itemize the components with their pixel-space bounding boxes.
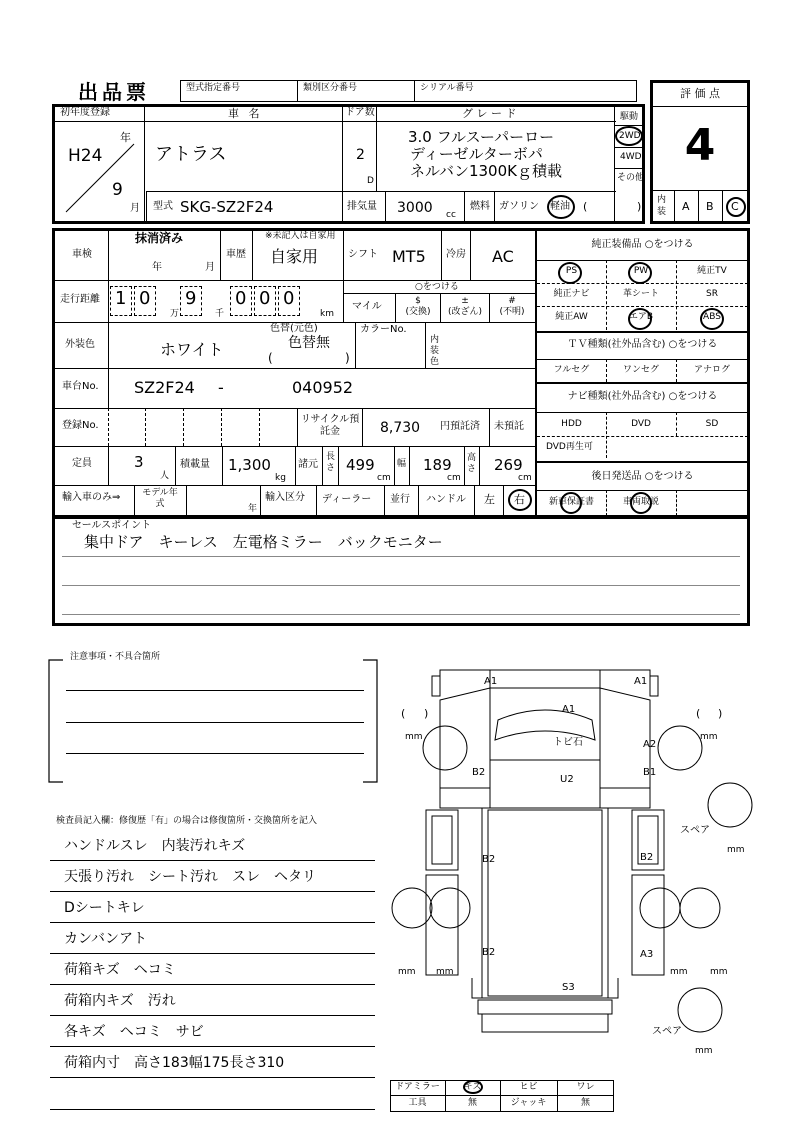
equip-navi: 純正ナビ [553,289,590,299]
model-type-label: 型式 [153,201,173,212]
year-unit: 年 [120,131,131,144]
first-reg-label: 初年度登録 [60,107,110,118]
equip-pw-circle [628,262,652,284]
mm-rear-left-1: mm [398,967,416,977]
import-label: 輸入車のみ⇒ [62,492,121,503]
score-label: 評 価 点 [680,87,720,100]
width-unit: cm [447,473,461,483]
date-slash [60,140,140,218]
serial-cell [414,80,637,102]
shift-label: シフト [348,249,378,260]
fuel-paren-close: ) [637,200,642,213]
notes-frame [45,648,385,788]
car-name-label: 車 名 [228,107,263,120]
inspection-month-unit: 月 [205,262,215,273]
handle-right: 右 [514,493,525,506]
handle-label: ハンドル [426,494,466,505]
drive-2wd: 2WD [619,131,641,141]
navi-title: ナビ種類(社外品含む) ○をつける [567,391,718,402]
chassis-number: 040952 [292,378,354,397]
inspector-label: 検査員記入欄：修復歴「有」の場合は修復箇所・交換箇所を記入 [56,816,318,826]
chassis-prefix: SZ2F24 [134,378,195,397]
later-warranty: 新車保証書 [548,497,594,507]
height-label: 高さ [467,453,477,474]
later-manual: 車両取説 [622,497,659,507]
width-value: 189 [423,456,452,474]
doors-value: 2 [356,147,365,163]
diagram-label-a2: A2 [643,739,657,750]
displacement-value: 3000 [397,200,433,216]
model-approval-cell [180,80,298,102]
fuel-label: 燃料 [470,201,490,212]
handle-left: 左 [484,493,495,506]
history-label: 車歴 [226,249,246,260]
inspector-line-2: 天張り汚れ シート汚れ スレ ヘタリ [64,869,316,885]
interior-c-circle [726,197,746,217]
handle-right-circle [508,489,532,511]
mileage-mile: マイル [352,301,382,312]
later-warranty-circle [560,492,582,514]
mileage-digit-5: 0 [259,288,271,309]
mileage-digit-2: 0 [139,288,151,309]
grade-label: グ レ ー ド [462,107,517,120]
diagram-label-a1-right: A1 [634,676,648,687]
bracket-fr-open: ( [696,707,701,720]
tv-analog: アナログ [693,365,730,375]
later-title: 後日発送品 ○をつける [591,471,694,482]
diagram-label-a1-left: A1 [484,676,498,687]
mileage-unit: km [320,309,334,319]
ac-value: AC [492,247,514,266]
navi-hdd: HDD [561,419,582,429]
inspector-line-8: 荷箱内寸 高さ183幅175長さ310 [64,1055,285,1071]
import-cat-label: 輸入区分 [265,492,305,503]
repaint-paren-close: ) [345,351,350,365]
mileage-exchange: $ (交換) [405,296,431,317]
diagram-label-b2-mid-right: B2 [640,852,654,863]
mileage-digit-1: 1 [115,288,127,309]
category-label: 類別区分番号 [303,83,358,93]
mileage-digit-4: 0 [235,288,247,309]
era-year: H24 [68,146,103,166]
load-label: 積載量 [180,459,210,470]
tools-label: 工具 [408,1098,427,1108]
diagram-label-b2-mid-left: B2 [482,854,496,865]
drive-4wd: 4WD [620,152,642,162]
reg-no-label: 登録No. [62,420,99,431]
color-no-label: カラーNo. [360,324,407,335]
jack-label: ジャッキ [510,1098,547,1108]
sales-point-label: セールスポイント [72,520,152,531]
inspection-value: 抹消済み [135,231,184,245]
inspector-line-1: ハンドルスレ 内装汚れキズ [64,838,246,854]
notes-label: 注意事項・不具合箇所 [70,652,161,662]
serial-label: シリアル番号 [420,83,474,93]
equip-pw: PW [633,266,649,276]
mm-rear-right-2: mm [710,967,728,977]
shift-value: MT5 [392,247,426,266]
exterior-color-value: ホワイト [160,340,224,359]
diagram-label-b1: B1 [643,767,657,778]
model-year-unit: 年 [248,504,258,514]
mileage-sen: 千 [215,309,225,319]
exterior-color-label: 外装色 [65,339,95,350]
mileage-circle-note: ○をつける [415,282,459,292]
load-value: 1,300 [228,456,271,474]
width-label: 幅 [397,459,407,469]
fuel-light-oil-circle [547,195,575,219]
diagram-label-b2-lower: B2 [482,947,496,958]
model-approval-label: 型式指定番号 [186,83,241,93]
ac-label: 冷房 [446,249,466,260]
navi-dvd-play: DVD再生可 [546,442,593,452]
sales-point-text: 集中ドア キーレス 左電格ミラー バックモニター [84,533,443,551]
doors-suffix: D [367,176,374,186]
mirror-label: ドアミラー [395,1082,440,1092]
import-parallel: 並行 [390,494,410,505]
inspector-line-5: 荷箱キズ ヘコミ [64,962,176,978]
capacity-value: 3 [134,453,144,471]
equip-airbag-circle [628,308,652,330]
fuel-light-oil: 軽油 [550,201,570,212]
inspector-line-7: 各キズ ヘコミ サビ [64,1024,204,1040]
mirror-broken: ワレ [576,1082,595,1092]
grade-line-2: ディーゼルターボパ [410,145,543,163]
later-manual-circle [630,492,652,514]
height-value: 269 [494,456,523,474]
height-unit: cm [518,473,532,483]
diagram-label-tobiishi: トビ石 [553,737,583,748]
mileage-tampered: ± (改ざん) [447,296,483,317]
equip-ps-circle [558,262,582,284]
diagram-label-b2-left: B2 [472,767,486,778]
dims-label: 諸元 [298,459,318,470]
doors-label: ドア数 [345,107,375,118]
capacity-label: 定員 [72,458,92,469]
mm-front-left: mm [405,732,423,742]
recycle-label: リサイクル預託金 [300,414,360,437]
model-year-label: モデル年式 [142,488,178,509]
equip-abs-circle [700,308,724,330]
drive-2wd-circle [615,126,643,146]
inspector-line-6: 荷箱内キズ 汚れ [64,993,176,1009]
bracket-fr-close: ) [718,707,723,720]
length-unit: cm [377,473,391,483]
displacement-unit: cc [446,210,456,220]
interior-color-label: 内装色 [430,335,440,367]
interior-label: 内装 [657,195,667,217]
recycle-unpaid: 未預託 [494,421,524,432]
mirror-scratch-circle [463,1080,483,1094]
length-value: 499 [346,456,375,474]
diagram-label-u2: U2 [560,774,574,785]
tv-oneseg: ワンセグ [622,365,659,375]
spare-label-2: スペア [652,1026,682,1037]
interior-option-b: B [706,200,714,213]
grade-line-3: ネルバン1300Kｇ積載 [410,162,562,180]
interior-option-c: C [731,200,739,213]
recycle-paid: 円預託済 [440,421,480,432]
load-unit: kg [275,473,286,483]
fuel-paren-open: ( [583,200,588,213]
equip-tv: 純正TV [697,266,727,276]
score-value: 4 [684,120,716,171]
first-reg-month: 9 [112,180,123,200]
navi-dvd: DVD [631,419,651,429]
equip-ps: PS [565,266,578,276]
mileage-unknown: # (不明) [499,296,525,317]
tv-title: ＴＶ種類(社外品含む) ○をつける [567,339,718,350]
chassis-dash: - [218,378,224,397]
bracket-fl-close: ) [424,707,429,720]
chassis-label: 車台No. [62,381,99,392]
mm-spare-1: mm [727,845,745,855]
model-type-value: SKG-SZ2F24 [180,198,274,216]
diagram-label-a1-center: A1 [562,704,576,715]
capacity-unit: 人 [160,471,170,481]
mm-front-right: mm [700,732,718,742]
tools-value: 無 [467,1098,477,1108]
repaint-value: 色替無 [288,335,330,351]
page-title: 出品票 [78,80,150,104]
mm-spare-2: mm [695,1046,713,1056]
inspection-year-unit: 年 [152,262,162,273]
mileage-man: 万 [170,309,180,319]
tv-fullseg: フルセグ [553,365,590,375]
equip-sr: SR [706,289,718,299]
equip-leather: 革シート [622,289,659,299]
drive-label: 駆動 [620,112,639,122]
jack-value: 無 [580,1098,590,1108]
mm-rear-left-2: mm [436,967,454,977]
inspection-label: 車検 [72,249,92,260]
repaint-label: 色替(元色) [270,323,318,334]
history-note: ※未記入は自家用 [265,231,336,241]
spare-label-1: スペア [680,825,710,836]
grade-line-1: 3.0 フルスーパーロー [408,128,555,146]
mileage-digit-6: 0 [283,288,295,309]
mirror-scratch: キズ [463,1082,482,1092]
mm-rear-right-1: mm [670,967,688,977]
category-cell [297,80,415,102]
drive-other: その他 [617,173,645,183]
equip-abs: ABS [703,312,721,322]
displacement-label: 排気量 [347,201,377,212]
repaint-paren-open: ( [268,351,273,365]
history-value: 自家用 [270,247,319,266]
equipment-title: 純正装備品 ○をつける [591,239,694,250]
car-name: アトラス [155,144,227,165]
length-label: 長さ [326,452,336,473]
diagram-label-a3: A3 [640,949,654,960]
mirror-crack: ヒビ [519,1082,538,1092]
import-dealer: ディーラー [322,494,372,505]
equip-aw: 純正AW [555,312,588,322]
inspector-line-3: Dシートキレ [64,900,145,916]
equip-airbag: エアB [628,312,654,322]
recycle-value: 8,730 [380,420,421,436]
diagram-label-s3: S3 [562,982,575,993]
inspector-line-4: カンバンアト [64,931,148,947]
bracket-fl-open: ( [401,707,406,720]
mileage-digit-3: 9 [185,288,197,309]
month-unit: 月 [130,203,140,214]
interior-option-a: A [682,200,690,213]
navi-sd: SD [705,419,719,429]
vehicle-diagram [390,660,760,1080]
fuel-gasoline: ガソリン [499,201,539,212]
mileage-label: 走行距離 [60,294,100,305]
